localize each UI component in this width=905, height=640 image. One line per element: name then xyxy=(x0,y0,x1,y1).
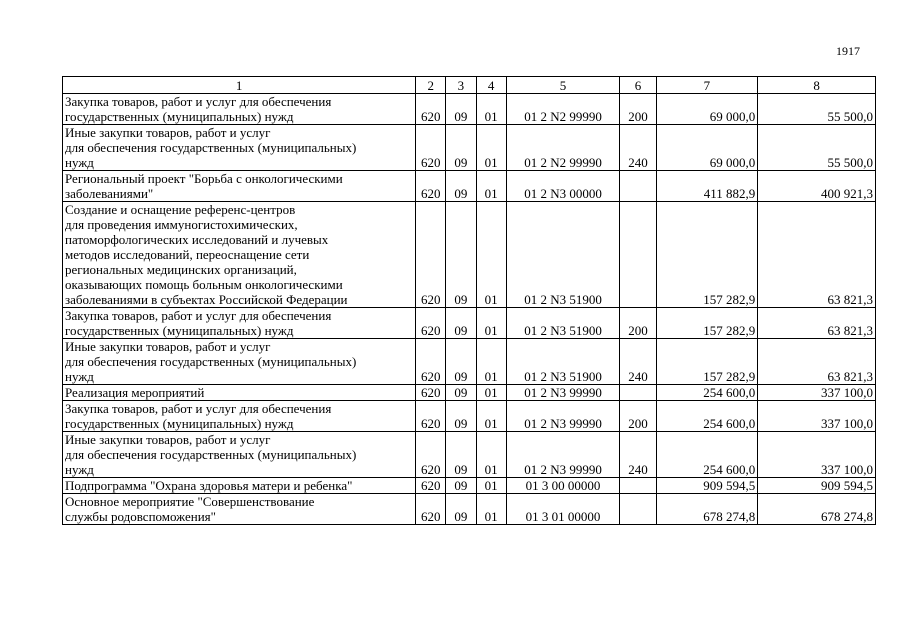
item-name: Основное мероприятие "Совершенствование службы родовспоможения" xyxy=(63,494,416,525)
amount-year-2: 55 500,0 xyxy=(758,125,876,171)
item-name: Создание и оснащение референс-центров для проведения иммуногистохимических, патоморфологических исследований и лучевых методов исследований, переоснащение сети региональных медицинских организаций, оказывающих помощь больным онкологическими заболеваниями в субъектах Российской Федерации xyxy=(63,202,416,308)
amount-year-1: 157 282,9 xyxy=(656,339,758,385)
section-code: 09 xyxy=(446,308,476,339)
item-name: Реализация мероприятий xyxy=(63,385,416,401)
amount-year-1: 157 282,9 xyxy=(656,308,758,339)
table-row xyxy=(63,308,876,339)
item-name: Иные закупки товаров, работ и услуг для обеспечения государственных (муниципальных) нужд xyxy=(63,432,416,478)
subsection-code: 01 xyxy=(476,125,506,171)
subsection-code: 01 xyxy=(476,202,506,308)
table-row xyxy=(63,385,876,401)
table-row xyxy=(63,202,876,308)
subsection-code: 01 xyxy=(476,401,506,432)
amount-year-1: 157 282,9 xyxy=(656,202,758,308)
item-name: Закупка товаров, работ и услуг для обеспечения государственных (муниципальных) нужд xyxy=(63,308,416,339)
ministry-code: 620 xyxy=(416,94,446,125)
target-article-code: 01 2 N3 99990 xyxy=(506,432,620,478)
item-name: Закупка товаров, работ и услуг для обеспечения государственных (муниципальных) нужд xyxy=(63,94,416,125)
expense-type-code: 200 xyxy=(620,401,656,432)
table-row xyxy=(63,125,876,171)
target-article-code: 01 2 N3 51900 xyxy=(506,339,620,385)
section-code: 09 xyxy=(446,339,476,385)
expense-type-code: 200 xyxy=(620,94,656,125)
amount-year-1: 69 000,0 xyxy=(656,94,758,125)
target-article-code: 01 2 N2 99990 xyxy=(506,125,620,171)
column-header: 3 xyxy=(446,77,476,94)
column-header: 7 xyxy=(656,77,758,94)
table-row xyxy=(63,94,876,125)
table-row xyxy=(63,339,876,385)
amount-year-2: 337 100,0 xyxy=(758,401,876,432)
target-article-code: 01 2 N3 99990 xyxy=(506,401,620,432)
subsection-code: 01 xyxy=(476,339,506,385)
amount-year-1: 909 594,5 xyxy=(656,478,758,494)
column-header: 5 xyxy=(506,77,620,94)
column-header: 4 xyxy=(476,77,506,94)
amount-year-1: 254 600,0 xyxy=(656,432,758,478)
table-row xyxy=(63,401,876,432)
amount-year-2: 63 821,3 xyxy=(758,308,876,339)
expense-type-code xyxy=(620,202,656,308)
expense-type-code xyxy=(620,494,656,525)
section-code: 09 xyxy=(446,494,476,525)
subsection-code: 01 xyxy=(476,385,506,401)
ministry-code: 620 xyxy=(416,125,446,171)
expense-type-code: 240 xyxy=(620,125,656,171)
budget-table xyxy=(62,76,876,525)
table-row xyxy=(63,478,876,494)
ministry-code: 620 xyxy=(416,171,446,202)
ministry-code: 620 xyxy=(416,339,446,385)
ministry-code: 620 xyxy=(416,202,446,308)
ministry-code: 620 xyxy=(416,432,446,478)
target-article-code: 01 2 N3 00000 xyxy=(506,171,620,202)
item-name: Региональный проект "Борьба с онкологическими заболеваниями" xyxy=(63,171,416,202)
target-article-code: 01 3 00 00000 xyxy=(506,478,620,494)
section-code: 09 xyxy=(446,478,476,494)
item-name: Закупка товаров, работ и услуг для обеспечения государственных (муниципальных) нужд xyxy=(63,401,416,432)
subsection-code: 01 xyxy=(476,478,506,494)
amount-year-2: 55 500,0 xyxy=(758,94,876,125)
subsection-code: 01 xyxy=(476,171,506,202)
expense-type-code: 200 xyxy=(620,308,656,339)
column-header: 1 xyxy=(63,77,416,94)
ministry-code: 620 xyxy=(416,385,446,401)
expense-type-code xyxy=(620,478,656,494)
amount-year-2: 400 921,3 xyxy=(758,171,876,202)
expense-type-code: 240 xyxy=(620,432,656,478)
section-code: 09 xyxy=(446,171,476,202)
column-header: 6 xyxy=(620,77,656,94)
expense-type-code xyxy=(620,385,656,401)
target-article-code: 01 2 N3 51900 xyxy=(506,202,620,308)
amount-year-1: 69 000,0 xyxy=(656,125,758,171)
section-code: 09 xyxy=(446,94,476,125)
amount-year-2: 678 274,8 xyxy=(758,494,876,525)
column-header: 2 xyxy=(416,77,446,94)
amount-year-2: 63 821,3 xyxy=(758,339,876,385)
header-row xyxy=(63,77,876,94)
subsection-code: 01 xyxy=(476,432,506,478)
section-code: 09 xyxy=(446,432,476,478)
amount-year-2: 337 100,0 xyxy=(758,385,876,401)
target-article-code: 01 3 01 00000 xyxy=(506,494,620,525)
amount-year-2: 63 821,3 xyxy=(758,202,876,308)
amount-year-1: 254 600,0 xyxy=(656,401,758,432)
target-article-code: 01 2 N3 99990 xyxy=(506,385,620,401)
section-code: 09 xyxy=(446,385,476,401)
table-row xyxy=(63,494,876,525)
item-name: Иные закупки товаров, работ и услуг для обеспечения государственных (муниципальных) нужд xyxy=(63,339,416,385)
amount-year-2: 909 594,5 xyxy=(758,478,876,494)
subsection-code: 01 xyxy=(476,494,506,525)
page-number: 1917 xyxy=(836,44,860,58)
subsection-code: 01 xyxy=(476,308,506,339)
table-row xyxy=(63,432,876,478)
column-header: 8 xyxy=(758,77,876,94)
section-code: 09 xyxy=(446,202,476,308)
item-name: Подпрограмма "Охрана здоровья матери и ребенка" xyxy=(63,478,416,494)
item-name: Иные закупки товаров, работ и услуг для обеспечения государственных (муниципальных) нужд xyxy=(63,125,416,171)
amount-year-1: 678 274,8 xyxy=(656,494,758,525)
amount-year-1: 254 600,0 xyxy=(656,385,758,401)
target-article-code: 01 2 N3 51900 xyxy=(506,308,620,339)
expense-type-code: 240 xyxy=(620,339,656,385)
target-article-code: 01 2 N2 99990 xyxy=(506,94,620,125)
subsection-code: 01 xyxy=(476,94,506,125)
expense-type-code xyxy=(620,171,656,202)
ministry-code: 620 xyxy=(416,308,446,339)
section-code: 09 xyxy=(446,401,476,432)
amount-year-1: 411 882,9 xyxy=(656,171,758,202)
section-code: 09 xyxy=(446,125,476,171)
table-row xyxy=(63,171,876,202)
amount-year-2: 337 100,0 xyxy=(758,432,876,478)
ministry-code: 620 xyxy=(416,478,446,494)
ministry-code: 620 xyxy=(416,401,446,432)
ministry-code: 620 xyxy=(416,494,446,525)
